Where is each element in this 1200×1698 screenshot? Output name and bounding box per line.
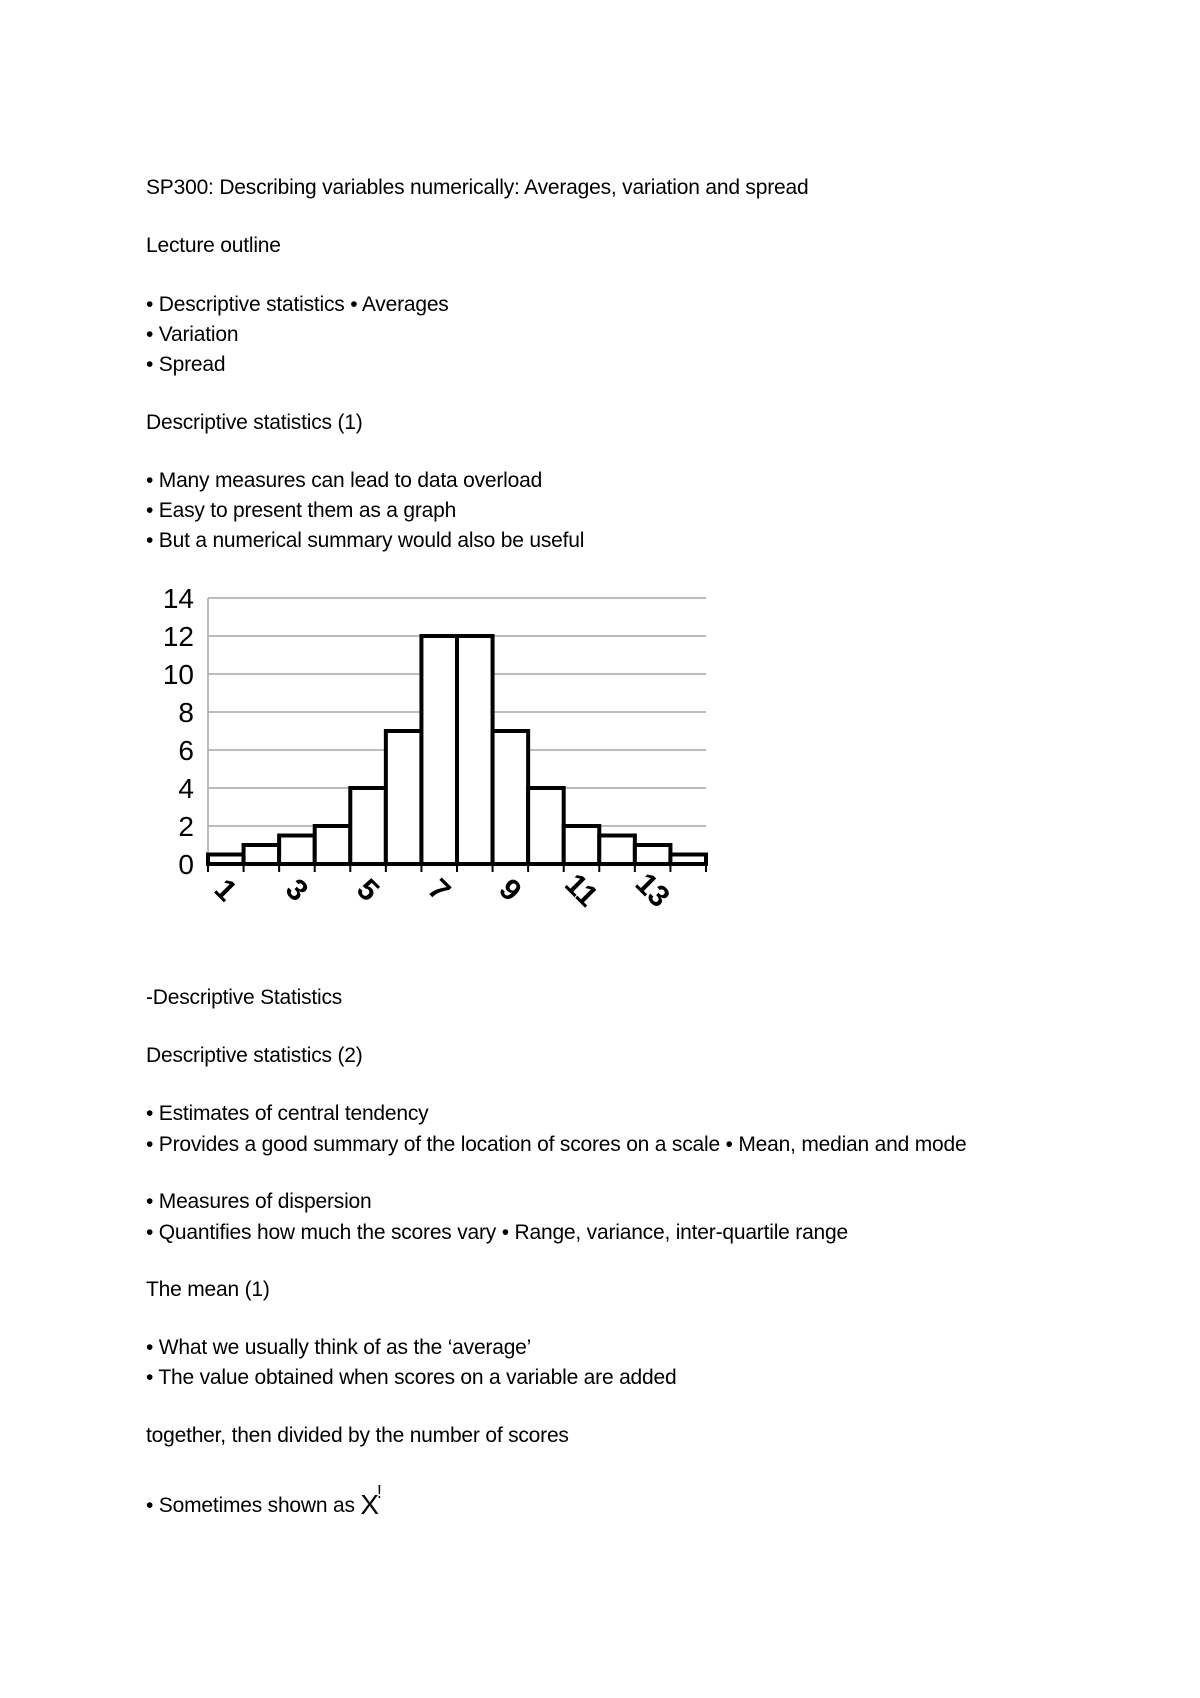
- mean-item: • The value obtained when scores on a variable are added: [146, 1366, 677, 1389]
- histogram-chart: [130, 578, 720, 938]
- x-tick-label: 13: [628, 866, 676, 914]
- y-tick-label: 8: [178, 697, 194, 728]
- mean-symbol-prefix: • Sometimes shown as: [146, 1494, 361, 1517]
- mean-item: • What we usually think of as the ‘average’: [146, 1336, 532, 1359]
- ds1-heading: Descriptive statistics (1): [146, 411, 363, 434]
- ds2-item: • Quantifies how much the scores vary • Range, variance, inter-quartile range: [146, 1221, 848, 1244]
- histogram-bar: [493, 731, 529, 864]
- x-tick-label: 1: [207, 872, 243, 908]
- ds1-item: • Many measures can lead to data overload: [146, 469, 543, 492]
- histogram-bar: [635, 845, 671, 864]
- mean-continuation: together, then divided by the number of scores: [146, 1424, 569, 1447]
- histogram-bar: [421, 636, 457, 864]
- histogram-bar: [244, 845, 280, 864]
- histogram-bar: [315, 826, 351, 864]
- y-tick-label: 2: [178, 811, 194, 842]
- mean-heading: The mean (1): [146, 1278, 270, 1301]
- ds2-item: • Provides a good summary of the location of scores on a scale • Mean, median and mode: [146, 1133, 967, 1156]
- mean-symbol: X: [360, 1489, 379, 1520]
- outline-item: • Descriptive statistics • Averages: [146, 293, 449, 316]
- y-tick-label: 6: [178, 735, 194, 766]
- y-tick-label: 0: [178, 849, 194, 880]
- histogram-bar: [386, 731, 422, 864]
- mean-symbol-mark: !: [376, 1482, 382, 1502]
- ds2-heading: Descriptive statistics (2): [146, 1044, 363, 1067]
- histogram-bar: [599, 836, 635, 865]
- mean-symbol-line: [146, 1482, 384, 1520]
- x-tick-label: 7: [421, 872, 457, 908]
- y-tick-label: 14: [162, 583, 194, 614]
- ds-label: -Descriptive Statistics: [146, 986, 343, 1009]
- x-tick-label: 5: [350, 872, 386, 908]
- x-tick-label: 3: [279, 872, 315, 908]
- histogram-bar: [350, 788, 386, 864]
- document-title: SP300: Describing variables numerically: Averages, variation and spread: [146, 176, 809, 199]
- outline-item: • Variation: [146, 323, 239, 346]
- ds2-item: • Estimates of central tendency: [146, 1102, 429, 1125]
- histogram-bar: [279, 836, 315, 865]
- y-tick-label: 10: [162, 659, 194, 690]
- outline-heading: Lecture outline: [146, 234, 281, 257]
- ds1-item: • But a numerical summary would also be useful: [146, 529, 585, 552]
- ds2-item: • Measures of dispersion: [146, 1190, 372, 1213]
- x-tick-label: 9: [492, 872, 528, 908]
- histogram-bar: [457, 636, 493, 864]
- y-tick-label: 4: [178, 773, 194, 804]
- x-tick-label: 11: [558, 867, 605, 914]
- ds1-item: • Easy to present them as a graph: [146, 499, 457, 522]
- y-tick-label: 12: [162, 621, 194, 652]
- histogram-bar: [564, 826, 600, 864]
- outline-item: • Spread: [146, 353, 226, 376]
- histogram-bar: [528, 788, 564, 864]
